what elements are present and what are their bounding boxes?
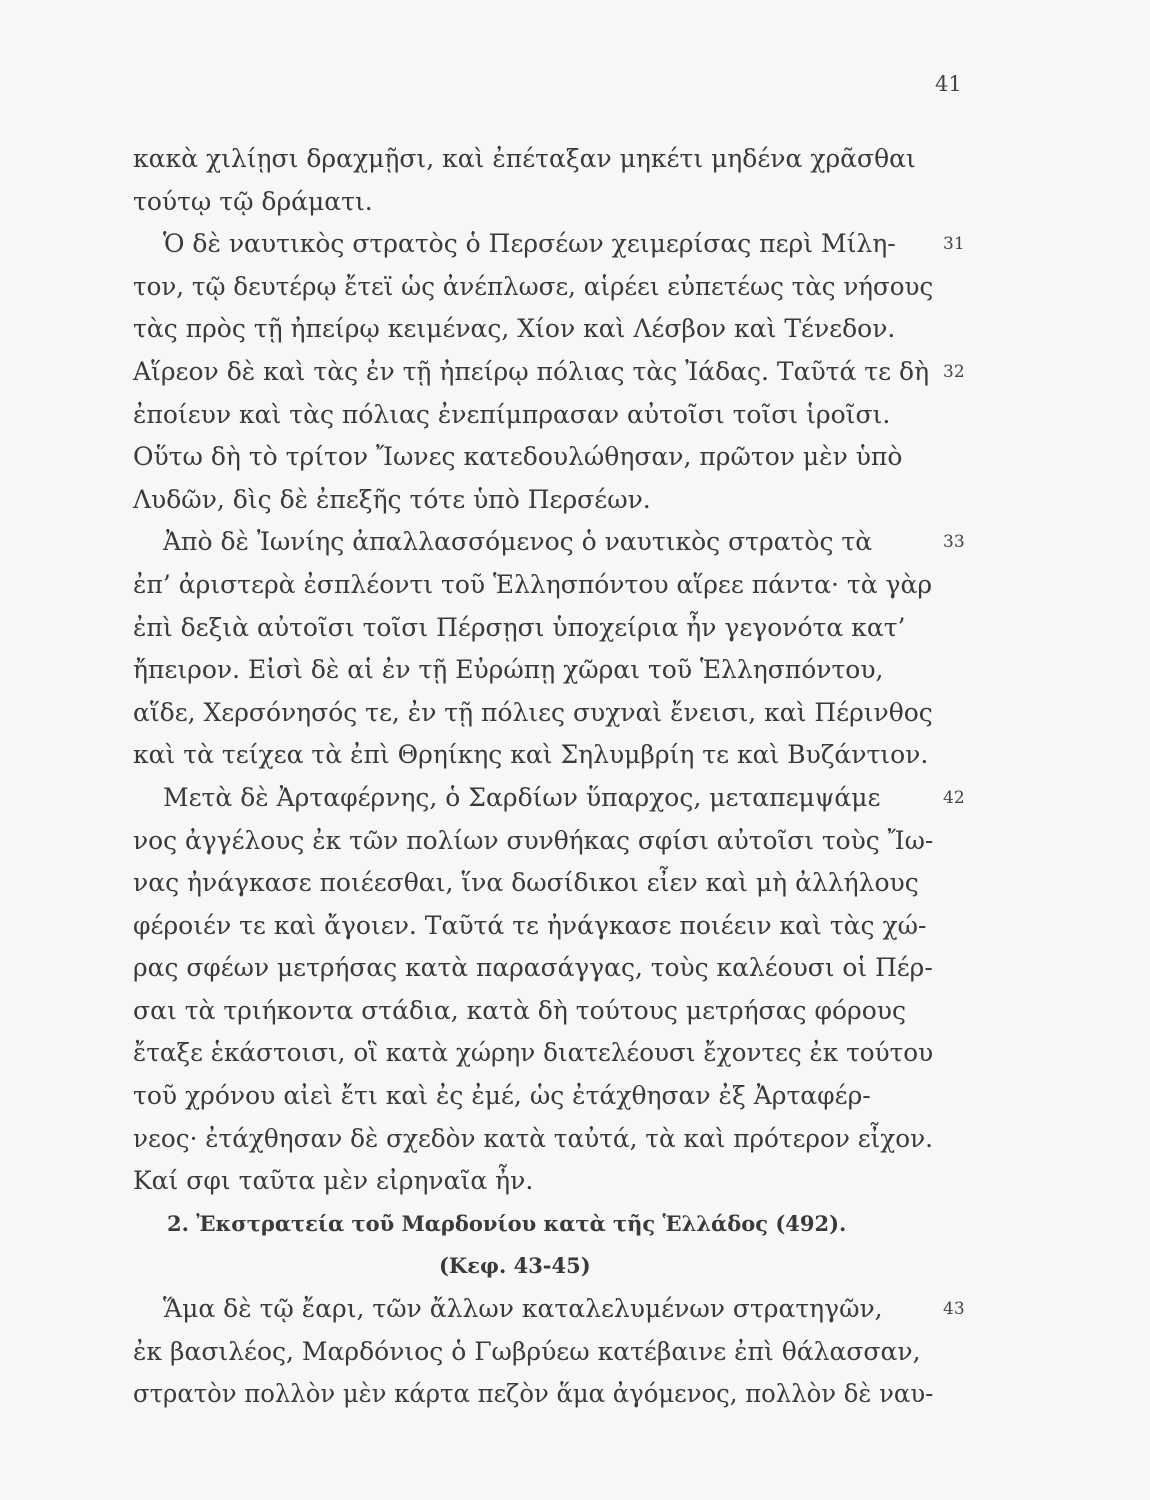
line-text: τοῦ χρόνου αἰεὶ ἔτι καὶ ἐς ἐμέ, ὡς ἐτάχθησαν ἐξ Ἀρταφέρ- xyxy=(133,1081,871,1111)
text-section-1 xyxy=(133,138,993,1203)
line-text: ἤπειρον. Εἰσὶ δὲ αἱ ἐν τῇ Εὐρώπῃ χῶραι τοῦ Ἑλλησπόντου, xyxy=(133,655,884,685)
line-text: Λυδῶν, δὶς δὲ ἐπεξῆς τότε ὑπὸ Περσέων. xyxy=(133,484,651,514)
line-text: ρας σφέων μετρήσας κατὰ παρασάγγας, τοὺς καλέουσι οἱ Πέρ- xyxy=(133,953,933,983)
line-text: Ἀπὸ δὲ Ἰωνίης ἀπαλλασσόμενος ὁ ναυτικὸς στρατὸς τὰ xyxy=(163,527,873,557)
text-line xyxy=(133,308,993,351)
text-line xyxy=(133,266,993,309)
chapter-number: 42 xyxy=(943,787,965,808)
text-line xyxy=(133,138,993,181)
line-text: τούτῳ τῷ δράματι. xyxy=(133,186,373,216)
line-text: Καί σφι ταῦτα μὲν εἰρηναῖα ἦν. xyxy=(133,1166,534,1196)
text-line xyxy=(133,1160,993,1203)
text-line xyxy=(133,564,993,607)
text-line xyxy=(133,692,993,735)
text-line xyxy=(133,351,993,394)
text-section-2 xyxy=(133,1288,993,1416)
text-line xyxy=(133,436,993,479)
line-text: σαι τὰ τριήκοντα στάδια, κατὰ δὴ τούτους μετρήσας φόρους xyxy=(133,995,906,1025)
text-line xyxy=(133,649,993,692)
text-line xyxy=(133,223,993,266)
text-line xyxy=(133,521,993,564)
line-text: τον, τῷ δευτέρῳ ἔτεϊ ὡς ἀνέπλωσε, αἱρέει εὐπετέως τὰς νήσους xyxy=(133,271,934,301)
text-line xyxy=(133,479,993,522)
chapter-number: 31 xyxy=(943,234,965,255)
line-text: καὶ τὰ τείχεα τὰ ἐπὶ Θρηίκης καὶ Σηλυμβρίη τε καὶ Βυζάντιον. xyxy=(133,740,929,770)
line-text: Ἅμα δὲ τῷ ἔαρι, τῶν ἄλλων καταλελυμένων στρατηγῶν, xyxy=(163,1294,883,1324)
chapter-number: 43 xyxy=(943,1299,965,1320)
section-heading: 2. Ἐκστρατεία τοῦ Μαρδονίου κατὰ τῆς Ἑλλάδος (492). xyxy=(167,1210,847,1236)
line-text: Μετὰ δὲ Ἀρταφέρνης, ὁ Σαρδίων ὕπαρχος, μεταπεμψάμε xyxy=(163,782,881,812)
line-text: φέροιέν τε καὶ ἄγοιεν. Ταῦτά τε ἠνάγκασε ποιέειν καὶ τὰς χώ- xyxy=(133,910,927,940)
text-line xyxy=(133,1075,993,1118)
section-subheading: (Κεφ. 43-45) xyxy=(439,1253,591,1279)
text-line xyxy=(133,820,993,863)
line-text: Οὕτω δὴ τὸ τρίτον Ἴωνες κατεδουλώθησαν, πρῶτον μὲν ὑπὸ xyxy=(133,442,903,472)
text-line xyxy=(133,777,993,820)
chapter-number: 32 xyxy=(943,361,965,382)
line-text: Ὁ δὲ ναυτικὸς στρατὸς ὁ Περσέων χειμερίσας περὶ Μίλη- xyxy=(163,229,896,259)
chapter-number: 33 xyxy=(943,532,965,553)
line-text: νεος· ἐτάχθησαν δὲ σχεδὸν κατὰ ταὐτά, τὰ καὶ πρότερον εἶχον. xyxy=(133,1123,933,1153)
line-text: νος ἀγγέλους ἐκ τῶν πολίων συνθήκας σφίσι αὐτοῖσι τοὺς Ἴω- xyxy=(133,825,934,855)
text-line xyxy=(133,1118,993,1161)
line-text: ἐκ βασιλέος, Μαρδόνιος ὁ Γωβρύεω κατέβαινε ἐπὶ θάλασσαν, xyxy=(133,1336,921,1366)
text-line xyxy=(133,1032,993,1075)
text-line xyxy=(133,394,993,437)
text-line xyxy=(133,734,993,777)
text-line xyxy=(133,607,993,650)
text-line xyxy=(133,862,993,905)
text-line xyxy=(133,1373,993,1416)
line-text: κακὰ χιλίῃσι δραχμῇσι, καὶ ἐπέταξαν μηκέτι μηδένα χρᾶσθαι xyxy=(133,144,916,173)
line-text: Αἵρεον δὲ καὶ τὰς ἐν τῇ ἠπείρῳ πόλιας τὰς Ἰάδας. Ταῦτά τε δὴ xyxy=(133,356,930,386)
line-text: τὰς πρὸς τῇ ἠπείρῳ κειμένας, Χίον καὶ Λέσβον καὶ Τένεδον. xyxy=(133,314,896,344)
line-text: ἔταξε ἑκάστοισι, οἳ κατὰ χώρην διατελέουσι ἔχοντες ἐκ τούτου xyxy=(133,1038,934,1068)
page-number: 41 xyxy=(935,72,962,96)
text-line xyxy=(133,1331,993,1374)
line-text: ἐπὶ δεξιὰ αὐτοῖσι τοῖσι Πέρσῃσι ὑποχείρια ἦν γεγονότα κατ’ xyxy=(133,612,906,642)
line-text: αἵδε, Χερσόνησός τε, ἐν τῇ πόλιες συχναὶ ἔνεισι, καὶ Πέρινθος xyxy=(133,697,933,727)
line-text: νας ἠνάγκασε ποιέεσθαι, ἵνα δωσίδικοι εἶεν καὶ μὴ ἀλλήλους xyxy=(133,868,919,898)
text-line xyxy=(133,181,993,224)
line-text: ἐποίευν καὶ τὰς πόλιας ἐνεπίμπρασαν αὐτοῖσι τοῖσι ἱροῖσι. xyxy=(133,399,891,429)
line-text: ἐπ’ ἀριστερὰ ἐσπλέοντι τοῦ Ἑλλησπόντου αἵρεε πάντα· τὰ γὰρ xyxy=(133,569,933,599)
text-line xyxy=(133,905,993,948)
text-line xyxy=(133,1288,993,1331)
text-line xyxy=(133,990,993,1033)
text-body xyxy=(133,138,993,1416)
text-line xyxy=(133,947,993,990)
line-text: στρατὸν πολλὸν μὲν κάρτα πεζὸν ἅμα ἀγόμενος, πολλὸν δὲ ναυ- xyxy=(133,1379,934,1409)
